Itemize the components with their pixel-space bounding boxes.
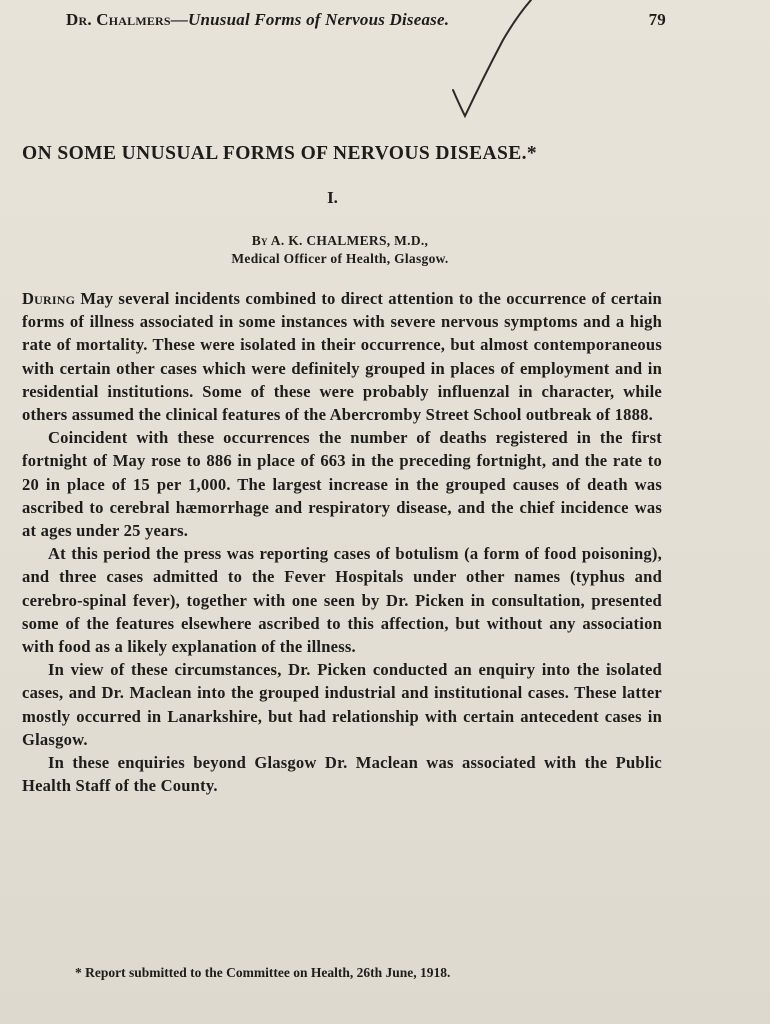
paragraph-3: At this period the press was reporting cases of botulism (a form of food poisoning), and three cases admitted to the Fever Hospitals under other names (typhus and cerebro-spinal fever), together with one seen by Dr. Picken in consultation, presented some of the features elsewhere ascribed to this affection, but without any association with food as a likely explanation of the illness. [22,544,662,657]
paragraph-1-text: May several incidents combined to direct attention to the occurrence of certain forms of illness associated in some instances with severe nervous symptoms and a high rate of mortality. These were isolated in their occurrence, but almost contemporaneous with certain other cases which were definitely grouped in places of employment and in residential institutions. Some of these were probably influenzal in character, while others assumed the clinical features of the Abercromby Street School outbreak of 1888. [22,289,662,425]
byline-name: A. K. CHALMERS, M.D., [270,233,429,248]
byline-role: Medical Officer of Health, Glasgow. [231,251,449,266]
article-title: ON SOME UNUSUAL FORMS OF NERVOUS DISEASE.* [22,143,538,164]
page-number: 79 [648,10,666,29]
paragraph-4: In view of these circumstances, Dr. Picken conducted an enquiry into the isolated cases, and Dr. Maclean into the grouped industrial and institutional cases. These latter mostly occurred in Lanarkshire, but had relationship with certain antecedent cases in Glasgow. [22,660,662,749]
byline-by: By [251,233,268,248]
running-head-author: Dr. Chalmers— [66,10,188,29]
byline-author [0,233,680,249]
running-head-title: Unusual Forms of Nervous Disease. [188,10,450,29]
handwritten-checkmark-icon [445,0,545,125]
lead-word: During [22,289,76,308]
paragraph-5: In these enquiries beyond Glasgow Dr. Maclean was associated with the Public Health Staff of the County. [22,753,662,796]
paragraph-1 [22,287,662,426]
part-numeral: I. [327,188,338,207]
article-body [22,287,662,797]
paragraph-2: Coincident with these occurrences the number of deaths registered in the first fortnight of May rose to 886 in place of 663 in the preceding fortnight, and the rate to 20 in place of 15 per 1,000. The largest increase in the grouped causes of death was ascribed to cerebral hæmorrhage and respiratory disease, and the chief incidence was at ages under 25 years. [22,428,662,541]
running-head [66,10,666,30]
footnote: * Report submitted to the Committee on Health, 26th June, 1918. [75,965,451,980]
